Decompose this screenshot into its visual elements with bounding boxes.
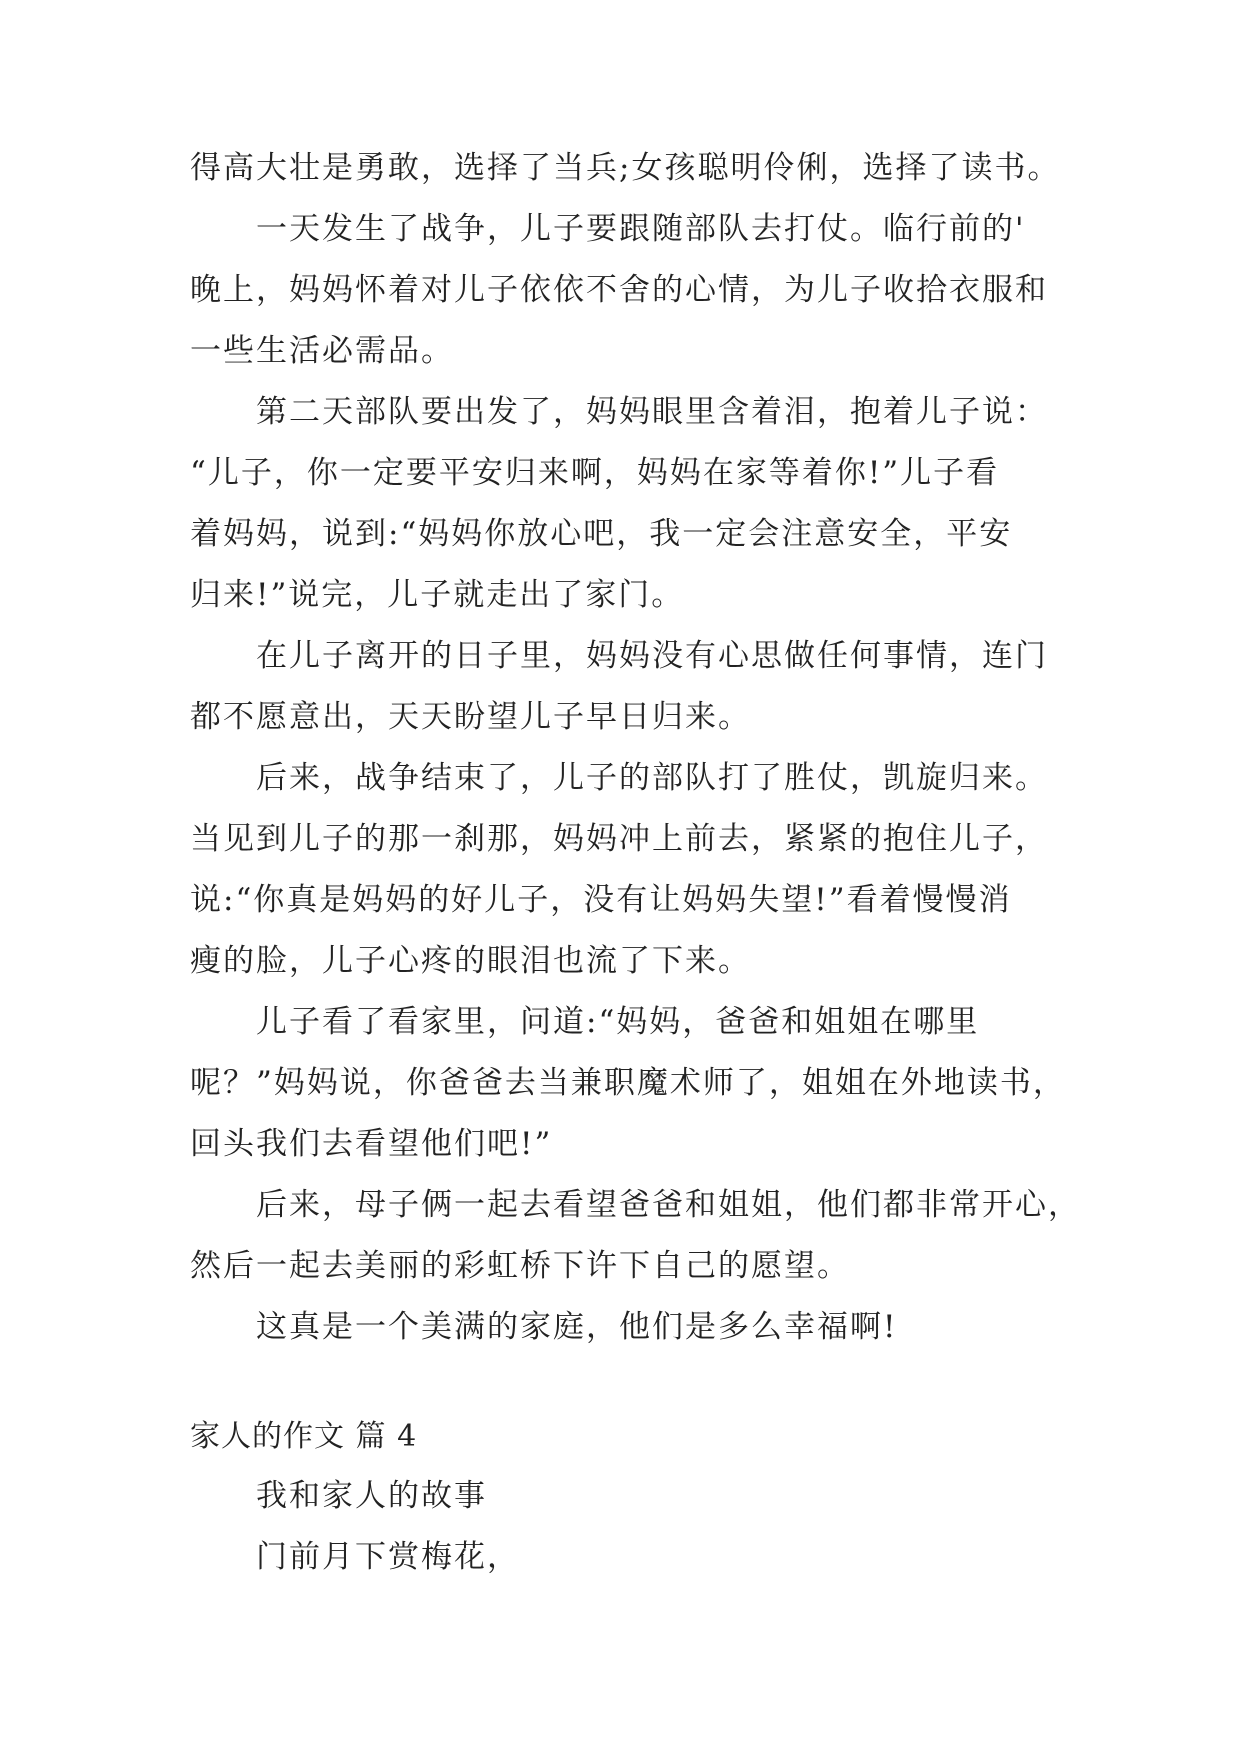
paragraph-line: 在儿子离开的日子里，妈妈没有心思做任何事情，连门 — [256, 638, 1048, 674]
paragraph-line: 回头我们去看望他们吧!” — [190, 1126, 553, 1162]
paragraph-line: 后来，战争结束了，儿子的部队打了胜仗，凯旋归来。 — [256, 760, 1048, 796]
poem-line: 门前月下赏梅花， — [256, 1539, 520, 1575]
paragraph-line: 归来!”说完，儿子就走出了家门。 — [190, 577, 685, 613]
paragraph-line: 然后一起去美丽的彩虹桥下许下自己的愿望。 — [190, 1248, 850, 1284]
paragraph-line: 后来，母子俩一起去看望爸爸和姐姐，他们都非常开心， — [256, 1187, 1081, 1223]
paragraph-line: 呢？”妈妈说，你爸爸去当兼职魔术师了，姐姐在外地读书， — [190, 1065, 1066, 1101]
paragraph-line: 得高大壮是勇敢，选择了当兵;女孩聪明伶俐，选择了读书。 — [190, 150, 1061, 186]
paragraph-line: 瘦的脸，儿子心疼的眼泪也流了下来。 — [190, 943, 751, 979]
paragraph-line: 一天发生了战争，儿子要跟随部队去打仗。临行前的' — [256, 211, 1026, 247]
paragraph-line: 这真是一个美满的家庭，他们是多么幸福啊! — [256, 1309, 898, 1345]
paragraph-line: 当见到儿子的那一刹那，妈妈冲上前去，紧紧的抱住儿子， — [190, 821, 1048, 857]
paragraph-line: “儿子，你一定要平安归来啊，妈妈在家等着你!”儿子看 — [190, 455, 1000, 491]
section-title-line: 我和家人的故事 — [256, 1478, 487, 1514]
paragraph-line: 晚上，妈妈怀着对儿子依依不舍的心情，为儿子收拾衣服和 — [190, 272, 1048, 308]
paragraph-line: 儿子看了看家里，问道:“妈妈，爸爸和姐姐在哪里 — [256, 1004, 980, 1040]
paragraph-line: 都不愿意出，天天盼望儿子早日归来。 — [190, 699, 751, 735]
paragraph-line: 说:“你真是妈妈的好儿子，没有让妈妈失望!”看着慢慢消 — [190, 882, 1012, 918]
paragraph-line: 着妈妈，说到:“妈妈你放心吧，我一定会注意安全，平安 — [190, 516, 1013, 552]
paragraph-line: 一些生活必需品。 — [190, 333, 454, 369]
section-heading: 家人的作文 篇 4 — [190, 1419, 418, 1454]
paragraph-line: 第二天部队要出发了，妈妈眼里含着泪，抱着儿子说： — [256, 394, 1048, 430]
